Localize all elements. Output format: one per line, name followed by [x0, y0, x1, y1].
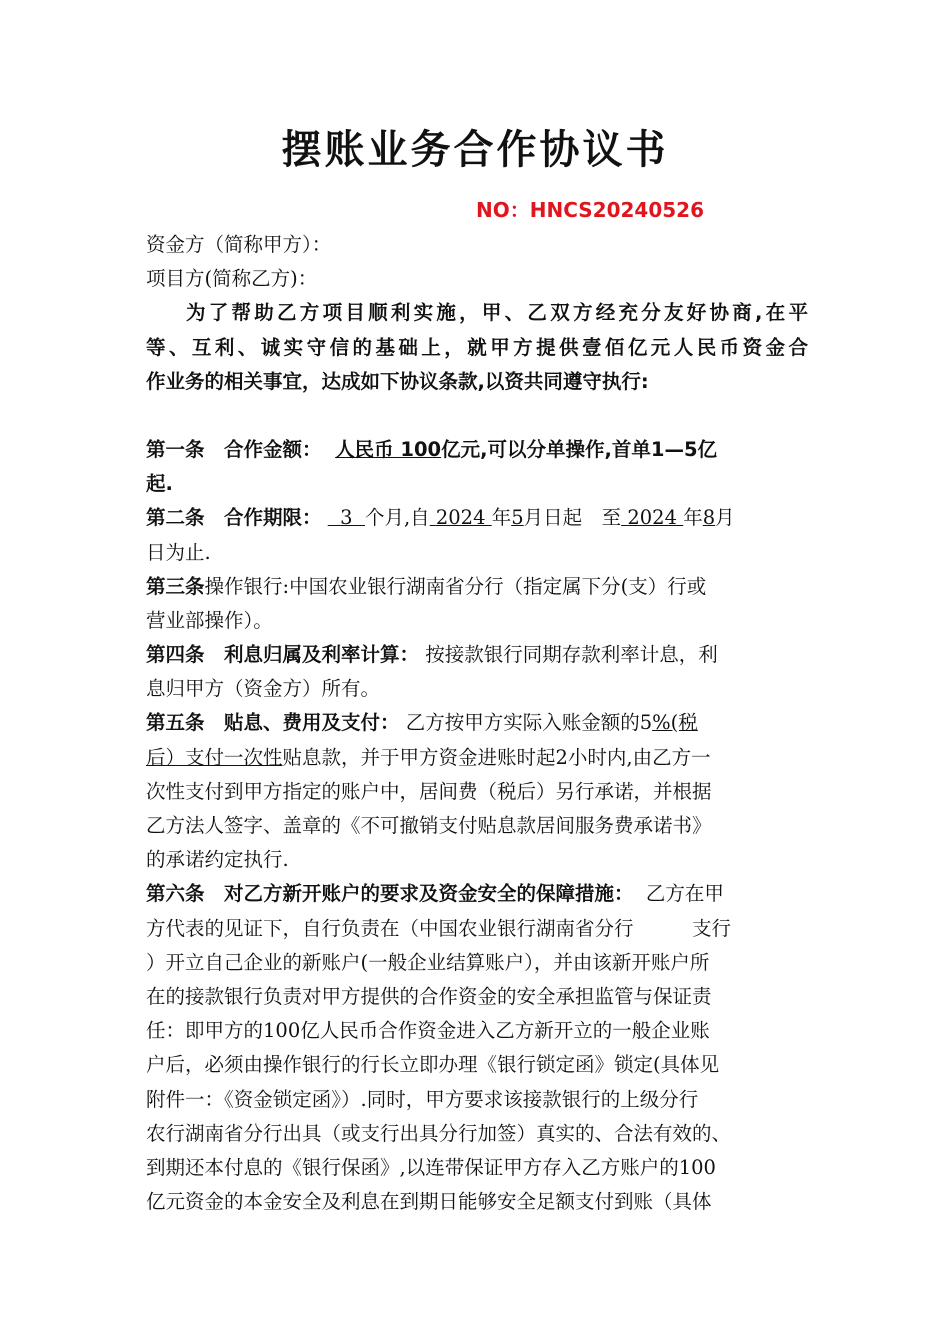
article-6-line-6: 户后，必须由操作银行的行长立即办理《银行锁定函》锁定(具体见: [146, 1053, 720, 1077]
article-3-line-1: [146, 570, 808, 604]
article-6-text: 乙方在甲: [645, 882, 724, 906]
article-4-line-2: 息归甲方（资金方）所有。: [146, 677, 381, 701]
document-body: [146, 228, 808, 1219]
article-6-line-3: ）开立自己企业的新账户(一般企业结算账户），并由该新开账户所: [146, 950, 710, 974]
article-1-line-1: [146, 433, 808, 467]
article-5-payment-note: 后）支付一次性: [146, 745, 283, 769]
article-2-months: 3: [340, 506, 353, 530]
article-3-text: 操作银行:中国农业银行湖南省分行（指定属下分(支）行或: [204, 574, 707, 598]
article-2-text-b: 年: [491, 506, 512, 530]
article-5-line-3: 次性支付到甲方指定的账户中，居间费（税后）另行承诺，并根据: [146, 779, 712, 803]
article-5-text-a: 乙方按甲方实际入账金额的5: [405, 711, 653, 735]
article-2-year-start: 2024: [435, 506, 486, 530]
party-a-line: 资金方（简称甲方）：: [146, 233, 332, 256]
article-6-line-7: 附件一：《资金锁定函》）.同时，甲方要求该接款银行的上级分行: [146, 1087, 699, 1111]
article-6-line-2: 方代表的见证下，自行负责在（中国农业银行湖南省分行 支行: [146, 916, 732, 940]
paragraph-gap: [146, 399, 808, 433]
article-2-text-c: 月日起 至: [523, 506, 622, 530]
article-5-line-5: 的承诺约定执行.: [146, 848, 289, 872]
article-5-line-1: [146, 706, 808, 740]
article-6-line-4: 在的接款银行负责对甲方提供的合作资金的安全承担监管与保证责: [146, 984, 712, 1008]
article-5-line-2: [146, 741, 808, 775]
article-6-line-1: [146, 877, 808, 911]
article-2-month-start: 5: [511, 506, 524, 530]
article-6-line-8: 农行湖南省分行出具（或支行出具分行加签）真实的、合法有效的、: [146, 1121, 732, 1145]
party-b-line: 项目方(简称乙方)：: [146, 267, 318, 291]
article-5-rate-note: %(税: [652, 711, 698, 735]
article-5-line-4: 乙方法人签字、盖章的《不可撤销支付贴息款居间服务费承诺书》: [146, 814, 712, 837]
article-3-line-2: 营业部操作）。: [146, 608, 273, 632]
article-2-line-1: [146, 501, 808, 535]
article-2-heading: 第二条 合作期限：: [146, 506, 322, 530]
article-2-year-end: 2024: [627, 506, 677, 530]
article-1-heading: 第一条 合作金额：: [146, 437, 322, 461]
preamble-line-1: 为了帮助乙方项目顺利实施，甲、乙双方经充分友好协商,在平: [186, 301, 808, 325]
article-6-heading: 第六条 对乙方新开账户的要求及资金安全的保障措施：: [146, 882, 634, 906]
article-2-text-a: 个月,自: [364, 506, 430, 530]
article-4-heading: 第四条 利息归属及利率计算：: [146, 643, 420, 667]
article-1-line-2: 起.: [146, 472, 173, 496]
article-5-text-b: 贴息款，并于甲方资金进账时起2小时内,由乙方一: [282, 745, 711, 769]
preamble-line-3: 作业务的相关事宜，达成如下协议条款,以资共同遵守执行:: [146, 369, 649, 393]
article-1-amount: 人民币 100: [335, 437, 442, 461]
article-4-text: 按接款银行同期存款利率计息，利: [425, 643, 718, 667]
article-2-text-d: 年: [683, 506, 703, 530]
article-1-text: 亿元,可以分单操作,首单1—5亿: [441, 437, 718, 461]
preamble-line-2: 等、互利、诚实守信的基础上，就甲方提供壹佰亿元人民币资金合: [146, 335, 808, 359]
document-number: NO：HNCS20240526: [476, 198, 704, 222]
article-3-heading: 第三条: [146, 574, 205, 598]
article-2-text-e: 月: [715, 506, 735, 530]
document-title: 摆账业务合作协议书: [281, 127, 669, 173]
article-2-month-end: 8: [702, 506, 716, 530]
article-6-line-9: 到期还本付息的《银行保函》,以连带保证甲方存入乙方账户的100: [146, 1155, 716, 1179]
article-5-heading: 第五条 贴息、费用及支付：: [146, 711, 400, 735]
article-2-line-2: 日为止.: [146, 540, 211, 564]
article-6-line-5: 任：即甲方的100亿人民币合作资金进入乙方新开立的一般企业账: [146, 1019, 710, 1043]
article-4-line-1: [146, 638, 808, 672]
article-6-line-10: 亿元资金的本金安全及利息在到期日能够安全足额支付到账（具体: [146, 1190, 712, 1214]
